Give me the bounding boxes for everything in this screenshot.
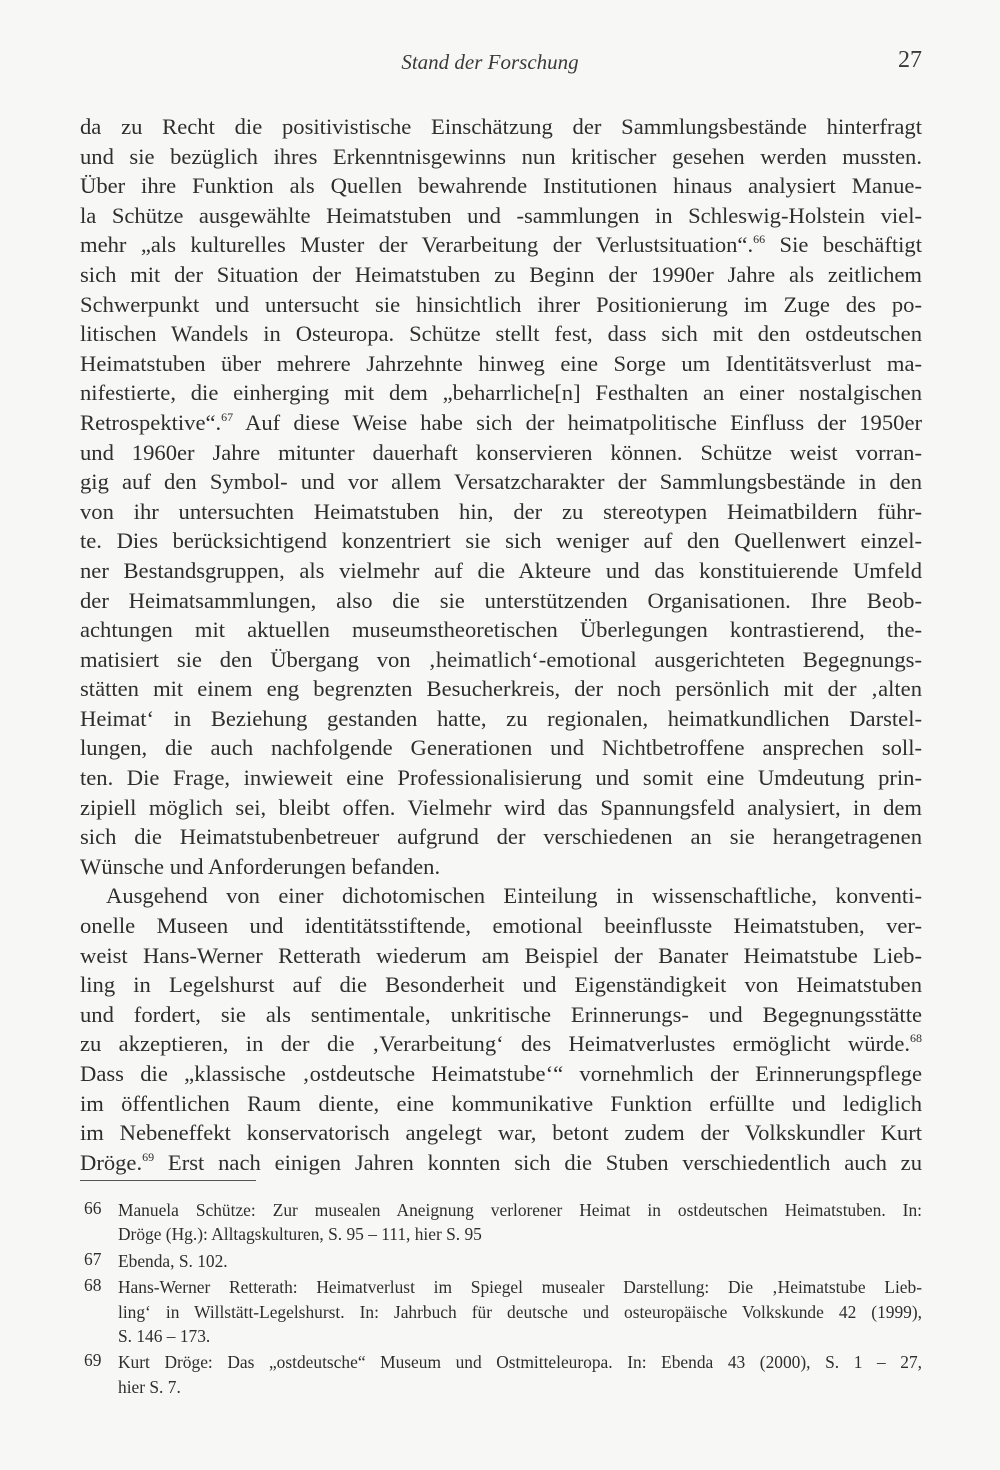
- body-line: matisiert sie den Übergang von ‚heimatlich‘-emotional ausgerichteten Begegnungs-: [80, 646, 922, 672]
- footnote-line: Kurt Dröge: Das „ostdeutsche“ Museum und Ostmitteleuropa. In: Ebenda 43 (2000), S. 1 – 27,: [118, 1352, 922, 1373]
- footnote-number: 69: [84, 1350, 102, 1371]
- body-line: weist Hans-Werner Retterath wiederum am Beispiel der Banater Heimatstube Lieb-: [80, 942, 922, 968]
- body-line: lungen, die auch nachfolgende Generationen und Nichtbetroffene ansprechen soll-: [80, 735, 922, 761]
- body-line: sich mit der Situation der Heimatstuben zu Beginn der 1990er Jahre als zeitlichem: [80, 261, 922, 287]
- footnote-line: Dröge (Hg.): Alltagskulturen, S. 95 – 111, hier S. 95: [118, 1224, 482, 1245]
- footnote-68: [84, 1275, 922, 1348]
- body-line: Dröge.$^{69}$ Erst nach einigen Jahren konnten sich die Stuben verschiedentlich auch zu: [80, 1149, 922, 1175]
- body-line: mehr „als kulturelles Muster der Verarbeitung der Verlustsituation“.$^{66}$ Sie beschäftigt: [80, 232, 922, 258]
- body-line: nifestierte, die einherging mit dem „beharrliche[n] Festhalten an einer nostalgischen: [80, 380, 922, 406]
- body-line: Über ihre Funktion als Quellen bewahrende Institutionen hinaus analysiert Manue-: [80, 173, 922, 199]
- body-line: und sie bezüglich ihres Erkenntnisgewinns nun kritischer gesehen werden mussten.: [80, 143, 922, 169]
- body-line: und fordert, sie als sentimentale, unkritische Erinnerungs- und Begegnungsstätte: [80, 1001, 922, 1027]
- body-line: zipiell möglich sei, bleibt offen. Vielmehr wird das Spannungsfeld analysiert, in dem: [80, 794, 922, 820]
- body-line: litischen Wandels in Osteuropa. Schütze stellt fest, dass sich mit den ostdeutschen: [80, 321, 922, 347]
- body-line: Heimatstuben über mehrere Jahrzehnte hinweg eine Sorge um Identitätsverlust ma-: [80, 350, 922, 376]
- footnote-69: [84, 1350, 922, 1399]
- body-line: achtungen mit aktuellen museumstheoretischen Überlegungen kontrastierend, the-: [80, 617, 922, 643]
- footnote-ref-68[interactable]: 68: [910, 1031, 922, 1046]
- footnote-number: 68: [84, 1275, 102, 1296]
- body-line: te. Dies berücksichtigend konzentriert sie sich weniger auf den Quellenwert einzel-: [80, 528, 922, 554]
- body-text: [80, 112, 922, 1177]
- footnote-67: [84, 1249, 922, 1273]
- footnote-separator: [80, 1180, 256, 1181]
- body-line: im öffentlichen Raum diente, eine kommunikative Funktion erfüllte und lediglich: [80, 1090, 922, 1116]
- footnote-line: hier S. 7.: [118, 1376, 181, 1397]
- footnote-number: 66: [84, 1198, 102, 1218]
- footnote-line: ling‘ in Willstätt-Legelshurst. In: Jahrbuch für deutsche und osteuropäische Volkskunde 42 (1999),: [118, 1301, 922, 1322]
- footnote-line: Ebenda, S. 102.: [118, 1250, 228, 1271]
- body-line: sich die Heimatstubenbetreuer aufgrund der verschiedenen an sie herangetragenen: [80, 824, 922, 850]
- page-number: 27: [898, 47, 922, 73]
- body-line: Dass die „klassische ‚ostdeutsche Heimatstube‘“ vornehmlich der Erinnerungspflege: [80, 1061, 922, 1086]
- body-line: Retrospektive“.$^{67}$ Auf diese Weise habe sich der heimatpolitische Einfluss der 1950er: [80, 409, 922, 435]
- body-line: ten. Die Frage, inwieweit eine Professionalisierung und somit eine Umdeutung prin-: [80, 765, 922, 791]
- footnote-number: 67: [84, 1248, 102, 1269]
- body-line: der Heimatsammlungen, also die sie unterstützenden Organisationen. Ihre Beob-: [80, 587, 922, 613]
- footnotes: [84, 1198, 922, 1401]
- body-line: Ausgehend von einer dichotomischen Einteilung in wissenschaftliche, konventi-: [106, 883, 922, 909]
- body-line: im Nebeneffekt konservatorisch angelegt war, betont zudem der Volkskundler Kurt: [80, 1120, 922, 1146]
- body-line: Schwerpunkt und untersucht sie hinsichtlich ihrer Positionierung im Zuge des po-: [80, 291, 922, 317]
- body-line: ner Bestandsgruppen, als vielmehr auf die Akteure und das konstituierende Umfeld: [80, 557, 922, 583]
- footnote-ref-69[interactable]: 69: [142, 1149, 155, 1164]
- footnote-66: [84, 1198, 922, 1247]
- body-line: ling in Legelshurst auf die Besonderheit und Eigenständigkeit von Heimatstuben: [80, 972, 922, 998]
- footnote-line: S. 146 – 173.: [118, 1325, 211, 1346]
- body-line: Heimat‘ in Beziehung gestanden hatte, zu regionalen, heimatkundlichen Darstel-: [80, 705, 922, 731]
- body-line: da zu Recht die positivistische Einschätzung der Sammlungsbestände hinterfragt: [80, 114, 922, 139]
- body-line: la Schütze ausgewählte Heimatstuben und -sammlungen in Schleswig-Holstein viel-: [80, 202, 922, 228]
- running-title: Stand der Forschung: [401, 50, 579, 74]
- footnote-ref-66[interactable]: 66: [753, 232, 766, 247]
- footnote-line: Hans-Werner Retterath: Heimatverlust im Spiegel musealer Darstellung: Die ‚Heimatstube Lieb-: [118, 1277, 922, 1298]
- body-line: Wünsche und Anforderungen befanden.: [80, 853, 441, 879]
- body-line: zu akzeptieren, in der die ‚Verarbeitung‘ des Heimatverlustes ermöglicht würde.$^{68}$: [80, 1031, 922, 1057]
- body-line: und 1960er Jahre mitunter dauerhaft konservieren können. Schütze weist vorran-: [80, 439, 922, 465]
- body-line: onelle Museen und identitätsstiftende, emotional beeinflusste Heimatstuben, ver-: [80, 913, 922, 939]
- running-head: [0, 47, 1000, 84]
- body-line: stätten mit einem eng begrenzten Besucherkreis, der noch persönlich mit der ‚alten: [80, 676, 922, 702]
- body-line: von ihr untersuchten Heimatstuben hin, der zu stereotypen Heimatbildern führ-: [80, 498, 922, 524]
- footnote-ref-67[interactable]: 67: [221, 409, 234, 424]
- body-line: gig auf den Symbol- und vor allem Versatzcharakter der Sammlungsbestände in den: [80, 469, 922, 495]
- footnote-line: Manuela Schütze: Zur musealen Aneignung verlorener Heimat in ostdeutschen Heimatstuben. In:: [118, 1200, 922, 1220]
